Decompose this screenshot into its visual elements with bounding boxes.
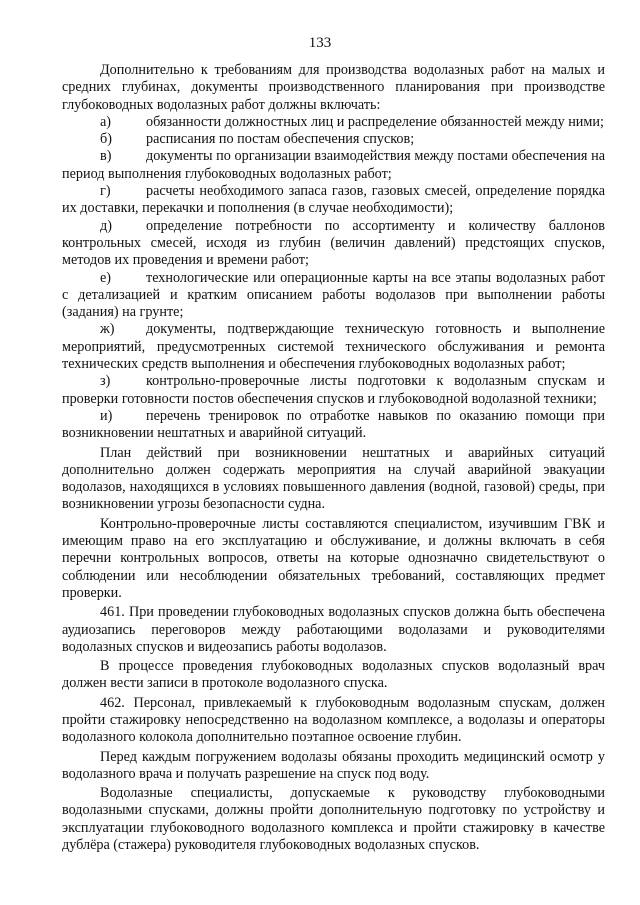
list-item-marker: в) [100,148,112,165]
list-item-text: расписания по постам обеспечения спусков; [146,131,415,148]
paragraph: 461. При проведении глубоководных водолазных спусков должна быть обеспечена аудиозапись переговоров между работающими водолазами и руководителями водолазных спусков и видеозапись работы водолазов. [62,604,605,655]
list-item-text: контрольно-проверочные листы подготовки к водолазным спускам и проверки готовности постов обеспечения спусков и глубоководной водолазной техники; [62,373,605,407]
list-item [62,321,605,373]
list-item-text: определение потребности по ассортименту и количеству баллонов контрольных смесей, исходя из глубин (величин давлений) предстоящих спусков, методов их проведения и времени работ; [62,217,605,269]
list-item-text: перечень тренировок по отработке навыков по оказанию помощи при возникновении нештатных и аварийной ситуаций. [62,407,605,442]
document-body [62,62,605,854]
list-item-text: обязанности должностных лиц и распределение обязанностей между ними; [146,113,604,130]
list-item [62,131,605,148]
paragraph: В процессе проведения глубоководных водолазных спусков водолазный врач должен вести записи в протоколе водолазного спуска. [62,658,605,692]
list-item-marker: а) [100,113,112,130]
list-item [62,148,605,183]
list-item [62,218,605,270]
list-item-marker: д) [100,217,112,234]
list-item [62,408,605,443]
list-item-text: документы по организации взаимодействия между постами обеспечения на период выполнения глубоководных водолазных работ; [62,148,605,182]
list-item-marker: г) [100,183,111,200]
list-item-text: документы, подтверждающие техническую готовность и выполнение мероприятий, предусмотренных системой технического обслуживания и ремонта технических средств выполнения и обеспечения глубоководных водолазных работ; [62,321,605,373]
paragraph: План действий при возникновении нештатных и аварийных ситуаций дополнительно должен содержать мероприятия на случай аварийной эвакуации водолазов, находящихся в условиях повышенного давления (водной, газовой) среды, при возникновении угрозы безопасности судна. [62,444,605,513]
paragraph: Водолазные специалисты, допускаемые к руководству глубоководными водолазными спусками, должны пройти дополнительную подготовку по устройству и эксплуатации глубоководного водолазного комплекса и пройти стажировку в качестве дублёра (стажера) руководителя глубоководных водолазных спусков. [62,785,605,854]
page-number: 133 [308,35,332,51]
paragraph: Дополнительно к требованиям для производства водолазных работ на малых и средних глубинах, документы производственного планирования при производстве глубоководных водолазных работ должны включать: [62,62,605,113]
list-item [62,114,605,131]
list-item [62,270,605,322]
list-item [62,373,605,408]
list-item-marker: е) [100,269,112,286]
list-item-marker: ж) [100,321,115,338]
paragraph: 462. Персонал, привлекаемый к глубоководным водолазным спускам, должен пройти стажировку непосредственно на водолазном комплексе, а водолазы и операторы водолазного колокола дополнительно поэтапное освоение глубин. [62,694,605,746]
paragraph: Контрольно-проверочные листы составляются специалистом, изучившим ГВК и имеющим право на его эксплуатацию и обслуживание, и должны включать в себя перечни контрольных вопросов, ответы на которые однозначно свидетельствуют о соблюдении или несоблюдении обязательных требований, составляющих предмет проверки. [62,515,605,601]
list-item-text: расчеты необходимого запаса газов, газовых смесей, определение порядка их доставки, перекачки и пополнения (в случае необходимости); [62,183,605,217]
paragraph: Перед каждым погружением водолазы обязаны проходить медицинский осмотр у водолазного врача и получать разрешение на спуск под воду. [62,748,605,782]
list-item-text: технологические или операционные карты на все этапы водолазных работ с детализацией и кратким описанием работы водолазов при выполнении работы (задания) на грунте; [62,269,605,321]
list-item-marker: и) [100,407,113,424]
list-item [62,183,605,218]
list-item-marker: б) [100,131,112,148]
list-item-marker: з) [100,373,111,390]
